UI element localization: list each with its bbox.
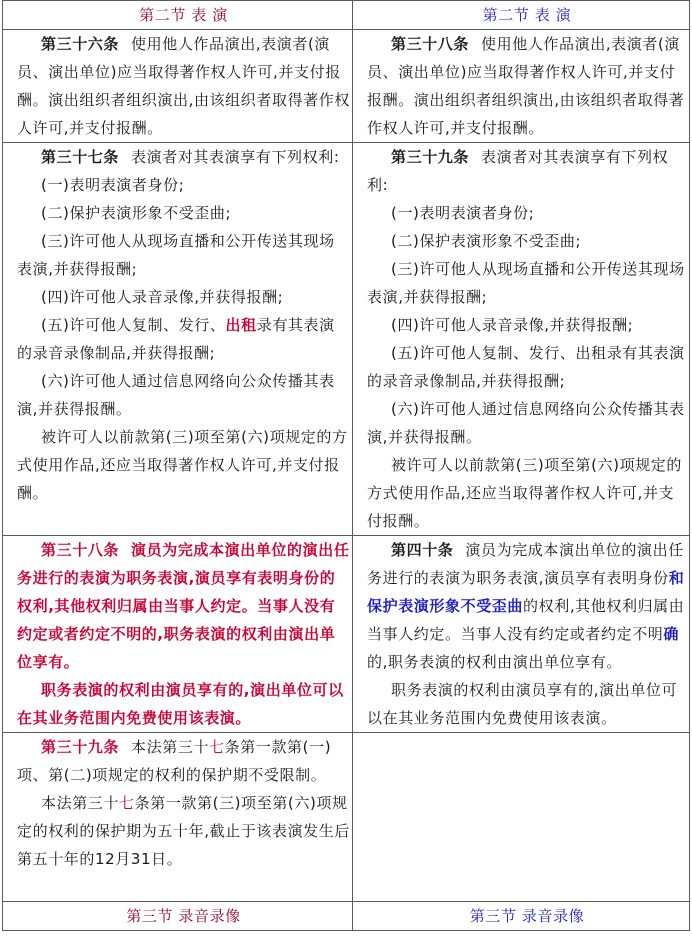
right-cell-article-40 — [353, 536, 690, 733]
article-title: 第三十七条 — [41, 148, 120, 166]
article-text: 本法第三十 — [131, 738, 210, 756]
list-item: (二)保护表演形象不受歪曲; — [391, 232, 582, 250]
highlighted-text: 和保护表演形象不受歪曲 — [367, 569, 685, 615]
left-cell-article-37 — [3, 143, 353, 536]
list-item: (一)表明表演者身份; — [391, 204, 535, 222]
list-item: (二)保护表演形象不受歪曲; — [41, 204, 232, 222]
article-text: 条第一款第(三)项至第(六)项规定的权利的保护期为五十年,截止于该表演发生后第五十年的12月31日。 — [17, 794, 350, 868]
article-paragraph: 被许可人以前款第(三)项至第(六)项规定的方式使用作品,还应当取得著作权人许可,并支付报酬。 — [17, 428, 348, 502]
article-text: 的,职务表演的权利由演出单位享有。 — [367, 653, 622, 671]
comparison-table — [2, 0, 690, 931]
right-cell-empty — [353, 733, 690, 902]
highlighted-text: 七 — [119, 794, 135, 812]
right-cell-article-38 — [353, 30, 690, 143]
article-text: 使用他人作品演出,表演者(演员、演出单位)应当取得著作权人许可,并支付报酬。演出组织者组织演出,由该组织者取得著作权人许可,并支付报酬。 — [367, 35, 685, 137]
article-paragraph — [367, 536, 687, 676]
highlighted-text: 出租 — [225, 316, 257, 334]
article-text: 条第一款第(一)项、第(二)项规定的权利的保护期不受限制。 — [17, 738, 332, 784]
highlighted-text: 确 — [663, 625, 680, 643]
article-title: 第三十九条 — [41, 738, 120, 756]
list-item: (四)许可他人录音录像,并获得报酬; — [391, 316, 634, 334]
article-text: 演员为完成本演出单位的演出任务进行的表演为职务表演,演员享有表明身份的权利,其他权利归属由当事人约定。当事人没有约定或者约定不明的,职务表演的权利由演出单位享有。 — [17, 541, 350, 671]
article-paragraph: 职务表演的权利由演员享有的,演出单位可以在其业务范围内免费使用该表演。 — [367, 681, 678, 727]
article-text: 表演者对其表演享有下列权利: — [131, 148, 340, 166]
list-item-text: (五)许可他人复制、发行、 — [41, 316, 226, 334]
left-cell-article-38 — [3, 536, 353, 733]
section-header-left: 第三节 录音录像 — [3, 902, 353, 931]
article-text: 演员为完成本演出单位的演出任务进行的表演为职务表演,演员享有表明身份 — [367, 541, 684, 587]
article-paragraph — [17, 789, 350, 873]
table-row — [3, 143, 690, 536]
list-item: (四)许可他人录音录像,并获得报酬; — [41, 288, 284, 306]
list-item: (三)许可他人从现场直播和公开传送其现场表演,并获得报酬; — [367, 260, 685, 306]
list-item-text: 录有其表演的录音录像制品,并获得报酬; — [17, 316, 335, 362]
article-title: 第三十八条 — [41, 541, 120, 559]
article-paragraph — [17, 536, 350, 676]
table-row — [3, 536, 690, 733]
article-paragraph — [367, 143, 687, 199]
article-paragraph: 被许可人以前款第(三)项至第(六)项规定的方式使用作品,还应当取得著作权人许可,并支付报酬。 — [367, 456, 683, 530]
list-item: (一)表明表演者身份; — [41, 176, 185, 194]
list-item: (六)许可他人通过信息网络向公众传播其表演,并获得报酬。 — [367, 400, 685, 446]
list-item — [17, 311, 350, 367]
right-cell-article-39 — [353, 143, 690, 536]
article-text: 使用他人作品演出,表演者(演员、演出单位)应当取得著作权人许可,并支付报酬。演出组织者组织演出,由该组织者取得著作权人许可,并支付报酬。 — [17, 35, 350, 137]
left-cell-article-36 — [3, 30, 353, 143]
article-title: 第四十条 — [391, 541, 454, 559]
article-title: 第三十八条 — [391, 35, 470, 53]
article-title: 第三十九条 — [391, 148, 470, 166]
article-text: 表演者对其表演享有下列权利: — [367, 148, 669, 194]
section-header-row — [3, 1, 690, 30]
article-text: 本法第三十 — [41, 794, 120, 812]
highlighted-text: 七 — [209, 738, 225, 756]
article-paragraph — [17, 143, 350, 171]
article-paragraph — [17, 30, 350, 142]
list-item: (六)许可他人通过信息网络向公众传播其表演,并获得报酬。 — [17, 372, 335, 418]
list-item: (五)许可他人复制、发行、出租录有其表演的录音录像制品,并获得报酬; — [367, 344, 685, 390]
left-cell-article-39 — [3, 733, 353, 902]
table-row — [3, 30, 690, 143]
list-item: (三)许可他人从现场直播和公开传送其现场表演,并获得报酬; — [17, 232, 335, 278]
table-row — [3, 733, 690, 902]
section-header-left: 第二节 表 演 — [3, 1, 353, 30]
article-paragraph — [367, 30, 687, 142]
article-text: 的权利,其他权利归属由当事人约定。当事人没有约定或者约定不明 — [367, 597, 685, 643]
article-paragraph — [17, 733, 350, 789]
section-header-right: 第三节 录音录像 — [353, 902, 690, 931]
section-header-row — [3, 902, 690, 931]
section-header-right: 第二节 表 演 — [353, 1, 690, 30]
article-title: 第三十六条 — [41, 35, 120, 53]
article-paragraph: 职务表演的权利由演员享有的,演出单位可以在其业务范围内免费使用该表演。 — [17, 681, 344, 727]
